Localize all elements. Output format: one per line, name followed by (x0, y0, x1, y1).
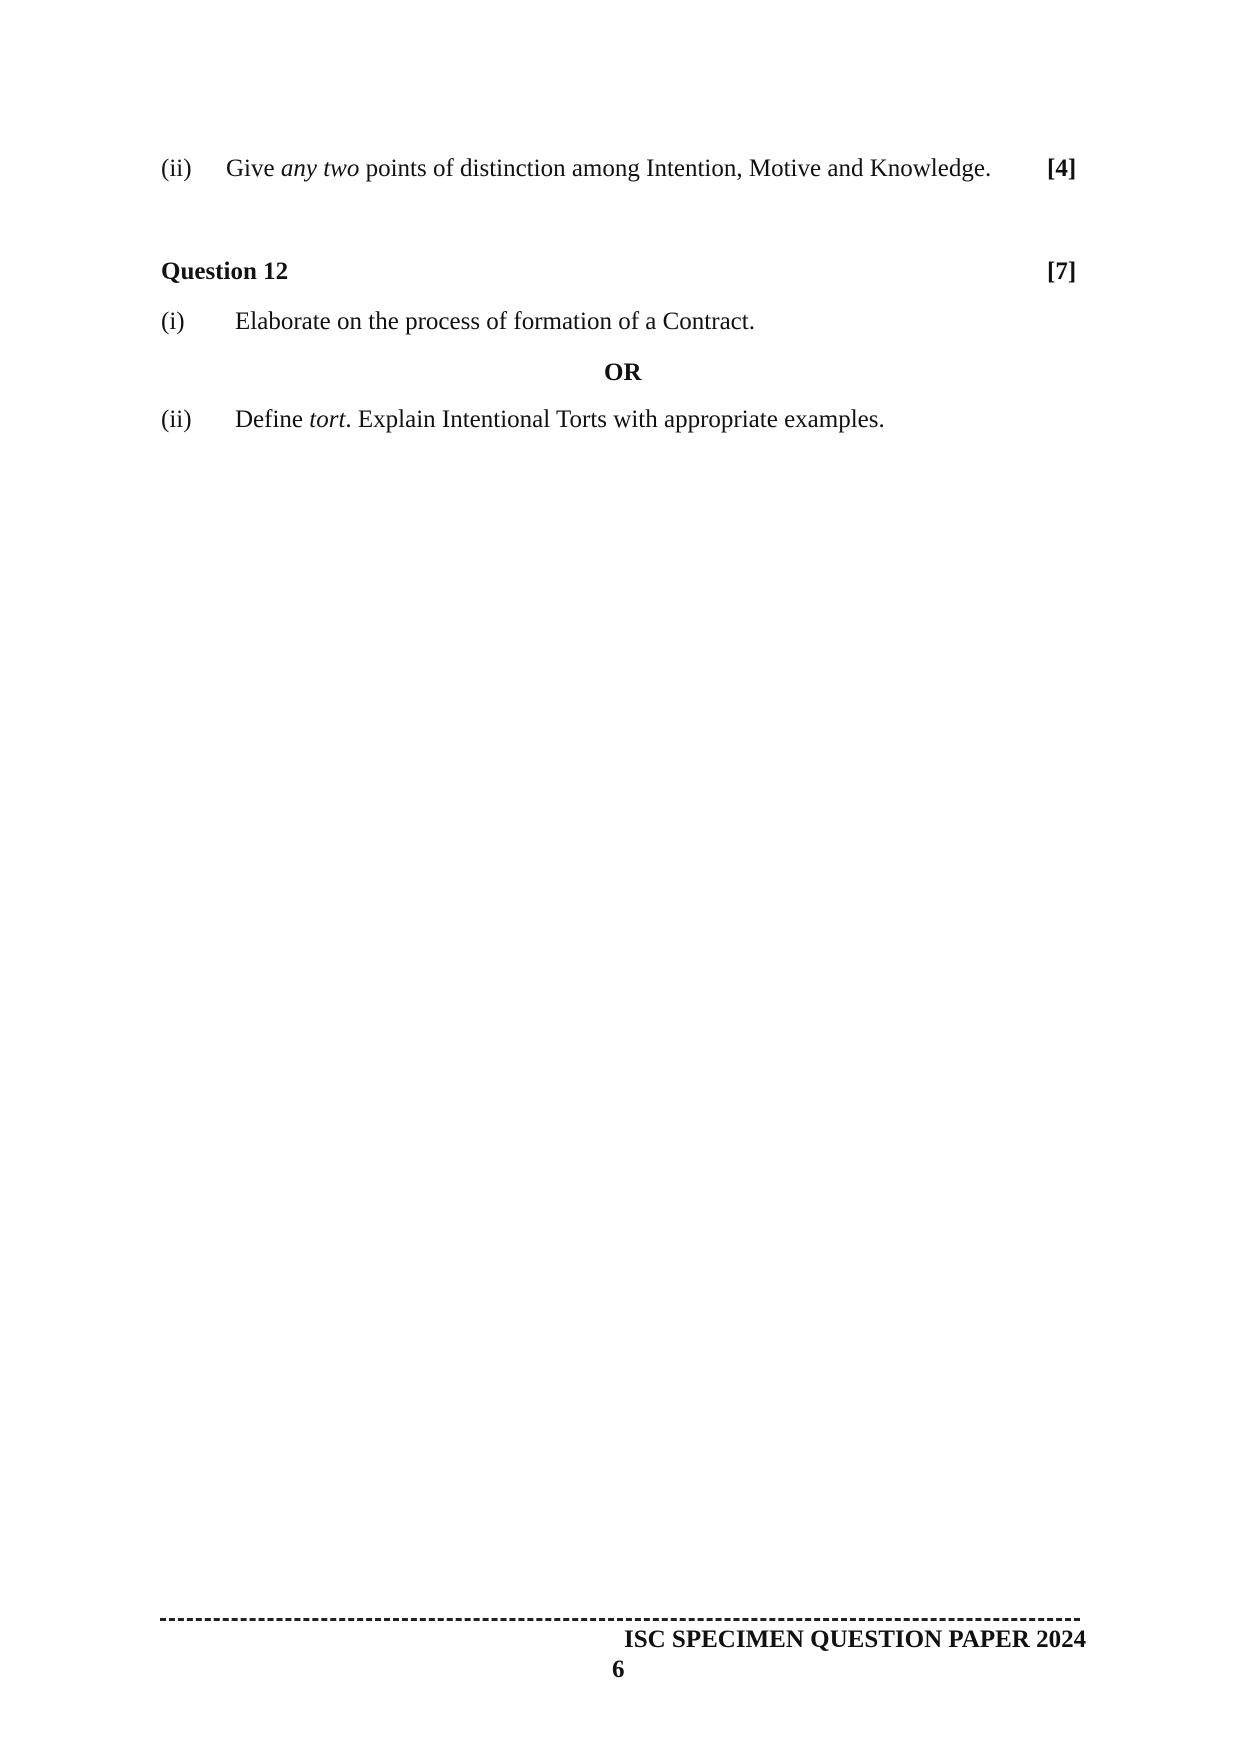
or-separator: OR (604, 359, 642, 386)
question-12-title: Question 12 (161, 258, 289, 285)
footer-title: ISC SPECIMEN QUESTION PAPER 2024 (624, 1626, 1087, 1653)
q11-part-ii-label: (ii) (161, 155, 192, 182)
q11-part-ii-text-post: points of distinction among Intention, Motive and Knowledge. (359, 155, 992, 182)
page-number: 6 (612, 1656, 625, 1683)
footer-divider (160, 1618, 1080, 1621)
q12-part-i-text: Elaborate on the process of formation of a Contract. (235, 308, 755, 335)
q11-part-ii-text-pre: Give (226, 155, 281, 182)
q12-part-ii-label: (ii) (161, 406, 192, 433)
q12-part-i-label: (i) (161, 308, 185, 335)
q12-part-ii-text-pre: Define (235, 406, 310, 433)
question-12-marks: [7] (1047, 258, 1077, 285)
q11-part-ii-marks: [4] (1047, 155, 1077, 182)
q11-part-ii-text (226, 154, 991, 184)
q12-part-ii-text (235, 405, 885, 435)
q11-part-ii-emphasis: any two (280, 155, 360, 182)
q12-part-ii-text-post: . Explain Intentional Torts with appropriate examples. (345, 406, 885, 433)
q12-part-ii-emphasis: tort (309, 406, 346, 433)
